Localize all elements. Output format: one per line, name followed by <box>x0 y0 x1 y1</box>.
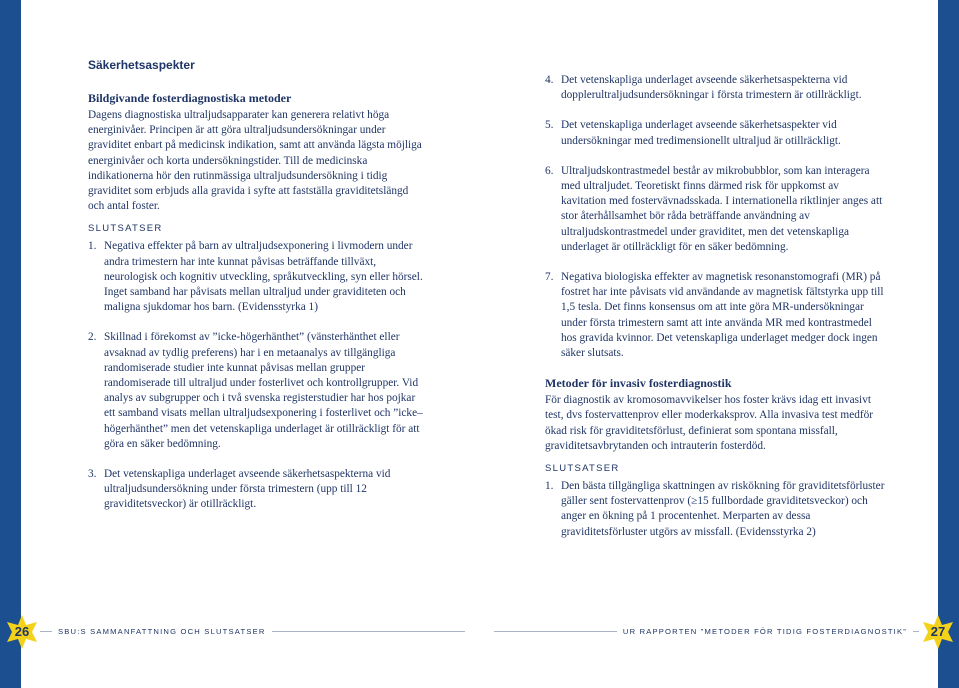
conclusion-item <box>88 467 424 513</box>
item-number: 3. <box>88 468 97 481</box>
left-edge-bar <box>0 0 21 688</box>
section-title: Säkerhetsaspekter <box>88 58 195 72</box>
footer-left-text: SBU:S SAMMANFATTNING OCH SLUTSATSER <box>52 626 272 637</box>
item-number: 1. <box>88 240 97 253</box>
item-number: 1. <box>545 480 554 493</box>
conclusion-item <box>88 239 424 315</box>
slutsatser-label: SLUTSATSER <box>88 223 163 235</box>
item-text: Det vetenskapliga underlaget avseende säkerhetsaspekter vid undersökningar med tredimensionellt ultraljud är otillräckligt. <box>561 119 841 147</box>
page-number: 26 <box>14 624 30 639</box>
subheading-imaging: Bildgivande fosterdiagnostiska metoder <box>88 91 292 105</box>
page-number-badge-left <box>4 614 40 650</box>
conclusion-item <box>545 73 885 103</box>
slutsatser-label: SLUTSATSER <box>545 463 620 475</box>
conclusion-item <box>545 164 885 255</box>
item-text: Den bästa tillgängliga skattningen av riskökning för graviditetsförluster gäller sent fostervattenprov (≥15 fullbordade graviditetsveckor) och anger en ökning på 1 procentenhet. Merparten av dessa graviditetsförluster utgörs av missfall. (Evidensstyrka 2) <box>561 480 885 538</box>
conclusion-item <box>545 479 885 540</box>
intro-paragraph: Dagens diagnostiska ultraljudsapparater kan generera relativt höga energinivåer. Principen är att göra ultraljudsundersökningar under graviditet enbart på medicinsk indikation, samt att använda lägsta möjliga energinivåer och korta undersökningstider. Till de medicinska indikationerna hör den rutinmässiga ultraljudsundersökning i tidig graviditet som erbjuds alla gravida i syfte att fastställa graviditetslängd och antal foster. <box>88 109 422 213</box>
item-text: Skillnad i förekomst av ”icke-högerhänthet” (vänsterhänthet eller avsaknad av tydlig preferens) har i en metaanalys av tillgängliga randomiserade studier inte kunnat påvisas mellan grupper randomiserade till ultraljud under fosterlivet och kontrollgrupper. Vid analys av subgrupper och i två svenska registerstudier har hos pojkar ett samband visats mellan ultraljudsexponering i fosterlivet och ”icke–högerhänthet” men det vetenskapliga underlaget är otillräckligt för att göra en säker bedömning. <box>104 331 423 450</box>
item-text: Det vetenskapliga underlaget avseende säkerhetsaspekterna vid ultraljudsundersökning under första trimestern (upp till 12 graviditetsveckor) är otillräckligt. <box>104 468 391 511</box>
footer-right-text: UR RAPPORTEN ”METODER FÖR TIDIG FOSTERDIAGNOSTIK” <box>617 626 913 637</box>
subheading-invasive: Metoder för invasiv fosterdiagnostik <box>545 376 732 391</box>
item-number: 4. <box>545 74 554 86</box>
item-number: 7. <box>545 271 554 284</box>
right-column <box>545 73 885 540</box>
item-text: Det vetenskapliga underlaget avseende säkerhetsaspekterna vid dopplerultraljudsundersökningar i första trimestern är otillräckligt. <box>561 74 862 102</box>
item-text: Negativa effekter på barn av ultraljudsexponering i livmodern under andra trimestern har inte kunnat påvisas beträffande tillväxt, neurologisk och kognitiv utveckling, språkutveckling, syn eller hörsel. Inget samband har påvisats mellan ultraljud under graviditeten och maligna sjukdomar hos barn. (Evidensstyrka 1) <box>104 240 423 314</box>
item-number: 2. <box>88 331 97 344</box>
page-number: 27 <box>930 624 946 639</box>
left-column <box>88 58 424 513</box>
right-edge-bar <box>938 0 959 688</box>
conclusion-item <box>545 118 885 148</box>
item-number: 6. <box>545 164 554 177</box>
item-number: 5. <box>545 119 554 132</box>
conclusion-item <box>88 330 424 452</box>
page-number-badge-right <box>920 614 956 650</box>
item-text: Ultraljudskontrastmedel består av mikrobubblor, som kan interagera med ultraljudet. Teoretiskt finns därmed risk för uppkomst av kavitation med fostervävnadsskada. I internationella riktlinjer anges att stor återhållsamhet bör råda beträffande användning av ultraljudskontrastmedel under graviditet, men det vetenskapliga underlaget är otillräckligt för en säker bedömning. <box>561 164 883 253</box>
item-text: Negativa biologiska effekter av magnetisk resonanstomografi (MR) på fostret har inte påvisats vid användande av magnetisk fältstyrka upp till 1,5 tesla. Det finns konsensus om att inte göra MR-undersökningar under första trimestern samt att inte använda MR med kontrastmedel hos gravida kvinnor. Det vetenskapliga underlaget medger dock ingen säker slutsats. <box>561 271 884 360</box>
intro-paragraph: För diagnostik av kromosomavvikelser hos foster krävs idag ett invasivt test, dvs fostervattenprov eller moderkaksprov. Alla invasiva test medför ökad risk för graviditetsförlust, definierat som spontana missfall, graviditetsavbrytanden och intrauterin fosterdöd. <box>545 394 874 452</box>
conclusion-item <box>545 270 885 361</box>
